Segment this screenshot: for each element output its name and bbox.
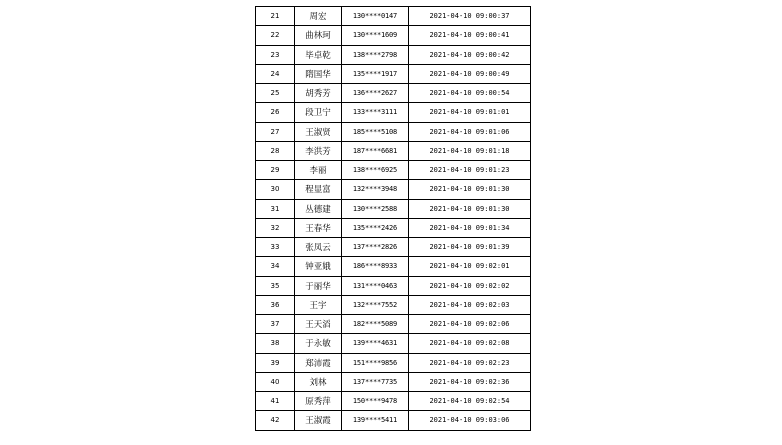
name-cell: 王宇: [295, 295, 342, 314]
records-table: [255, 6, 531, 431]
row-index-cell: 39: [256, 353, 295, 372]
timestamp-cell: 2021-04-10 09:00:41: [409, 26, 531, 45]
timestamp-cell: 2021-04-10 09:00:42: [409, 45, 531, 64]
phone-cell: 130****1609: [342, 26, 409, 45]
name-cell: 郑沛霞: [295, 353, 342, 372]
name-cell: 于丽华: [295, 276, 342, 295]
name-cell: 原秀萍: [295, 392, 342, 411]
table-row: [256, 238, 531, 257]
timestamp-cell: 2021-04-10 09:02:01: [409, 257, 531, 276]
timestamp-cell: 2021-04-10 09:02:54: [409, 392, 531, 411]
phone-cell: 135****2426: [342, 218, 409, 237]
name-cell: 王淑霞: [295, 411, 342, 430]
table-row: [256, 276, 531, 295]
phone-cell: 132****7552: [342, 295, 409, 314]
row-index-cell: 32: [256, 218, 295, 237]
phone-cell: 186****8933: [342, 257, 409, 276]
table-row: [256, 141, 531, 160]
phone-cell: 139****5411: [342, 411, 409, 430]
timestamp-cell: 2021-04-10 09:00:54: [409, 84, 531, 103]
timestamp-cell: 2021-04-10 09:01:06: [409, 122, 531, 141]
timestamp-cell: 2021-04-10 09:01:30: [409, 180, 531, 199]
phone-cell: 130****0147: [342, 7, 409, 26]
timestamp-cell: 2021-04-10 09:02:23: [409, 353, 531, 372]
name-cell: 段卫宁: [295, 103, 342, 122]
timestamp-cell: 2021-04-10 09:00:37: [409, 7, 531, 26]
table-row: [256, 199, 531, 218]
row-index-cell: 21: [256, 7, 295, 26]
table-row: [256, 315, 531, 334]
name-cell: 李洪芳: [295, 141, 342, 160]
name-cell: 王天滔: [295, 315, 342, 334]
phone-cell: 187****6681: [342, 141, 409, 160]
row-index-cell: 30: [256, 180, 295, 199]
row-index-cell: 22: [256, 26, 295, 45]
timestamp-cell: 2021-04-10 09:01:30: [409, 199, 531, 218]
name-cell: 钟亚娥: [295, 257, 342, 276]
timestamp-cell: 2021-04-10 09:01:34: [409, 218, 531, 237]
row-index-cell: 35: [256, 276, 295, 295]
row-index-cell: 25: [256, 84, 295, 103]
name-cell: 王春华: [295, 218, 342, 237]
row-index-cell: 42: [256, 411, 295, 430]
table-row: [256, 257, 531, 276]
row-index-cell: 34: [256, 257, 295, 276]
table-row: [256, 392, 531, 411]
phone-cell: 137****2826: [342, 238, 409, 257]
row-index-cell: 41: [256, 392, 295, 411]
name-cell: 丛德建: [295, 199, 342, 218]
phone-cell: 139****4631: [342, 334, 409, 353]
table-row: [256, 295, 531, 314]
phone-cell: 136****2627: [342, 84, 409, 103]
phone-cell: 130****2588: [342, 199, 409, 218]
timestamp-cell: 2021-04-10 09:02:36: [409, 372, 531, 391]
timestamp-cell: 2021-04-10 09:02:03: [409, 295, 531, 314]
name-cell: 李丽: [295, 161, 342, 180]
table-row: [256, 218, 531, 237]
timestamp-cell: 2021-04-10 09:03:06: [409, 411, 531, 430]
row-index-cell: 26: [256, 103, 295, 122]
name-cell: 周宏: [295, 7, 342, 26]
phone-cell: 135****1917: [342, 64, 409, 83]
name-cell: 王淑贤: [295, 122, 342, 141]
table-row: [256, 45, 531, 64]
timestamp-cell: 2021-04-10 09:02:02: [409, 276, 531, 295]
name-cell: 张凤云: [295, 238, 342, 257]
table-row: [256, 180, 531, 199]
name-cell: 毕卓乾: [295, 45, 342, 64]
table-row: [256, 7, 531, 26]
timestamp-cell: 2021-04-10 09:01:01: [409, 103, 531, 122]
name-cell: 胡秀芳: [295, 84, 342, 103]
phone-cell: 185****5108: [342, 122, 409, 141]
table-row: [256, 122, 531, 141]
row-index-cell: 36: [256, 295, 295, 314]
phone-cell: 131****0463: [342, 276, 409, 295]
row-index-cell: 24: [256, 64, 295, 83]
phone-cell: 151****9856: [342, 353, 409, 372]
row-index-cell: 38: [256, 334, 295, 353]
table-row: [256, 372, 531, 391]
name-cell: 曲林珂: [295, 26, 342, 45]
row-index-cell: 31: [256, 199, 295, 218]
phone-cell: 137****7735: [342, 372, 409, 391]
timestamp-cell: 2021-04-10 09:01:39: [409, 238, 531, 257]
table-row: [256, 64, 531, 83]
table-row: [256, 103, 531, 122]
phone-cell: 150****9478: [342, 392, 409, 411]
timestamp-cell: 2021-04-10 09:01:18: [409, 141, 531, 160]
records-table-body: [256, 7, 531, 431]
table-row: [256, 161, 531, 180]
phone-cell: 138****6925: [342, 161, 409, 180]
timestamp-cell: 2021-04-10 09:02:06: [409, 315, 531, 334]
name-cell: 于永敏: [295, 334, 342, 353]
timestamp-cell: 2021-04-10 09:01:23: [409, 161, 531, 180]
name-cell: 程显富: [295, 180, 342, 199]
timestamp-cell: 2021-04-10 09:02:08: [409, 334, 531, 353]
table-row: [256, 353, 531, 372]
row-index-cell: 28: [256, 141, 295, 160]
phone-cell: 138****2798: [342, 45, 409, 64]
row-index-cell: 37: [256, 315, 295, 334]
table-row: [256, 84, 531, 103]
table-row: [256, 26, 531, 45]
table-row: [256, 334, 531, 353]
row-index-cell: 29: [256, 161, 295, 180]
phone-cell: 182****5089: [342, 315, 409, 334]
name-cell: 隋国华: [295, 64, 342, 83]
timestamp-cell: 2021-04-10 09:00:49: [409, 64, 531, 83]
row-index-cell: 33: [256, 238, 295, 257]
table-row: [256, 411, 531, 430]
name-cell: 刘林: [295, 372, 342, 391]
row-index-cell: 27: [256, 122, 295, 141]
row-index-cell: 40: [256, 372, 295, 391]
phone-cell: 133****3111: [342, 103, 409, 122]
row-index-cell: 23: [256, 45, 295, 64]
phone-cell: 132****3948: [342, 180, 409, 199]
